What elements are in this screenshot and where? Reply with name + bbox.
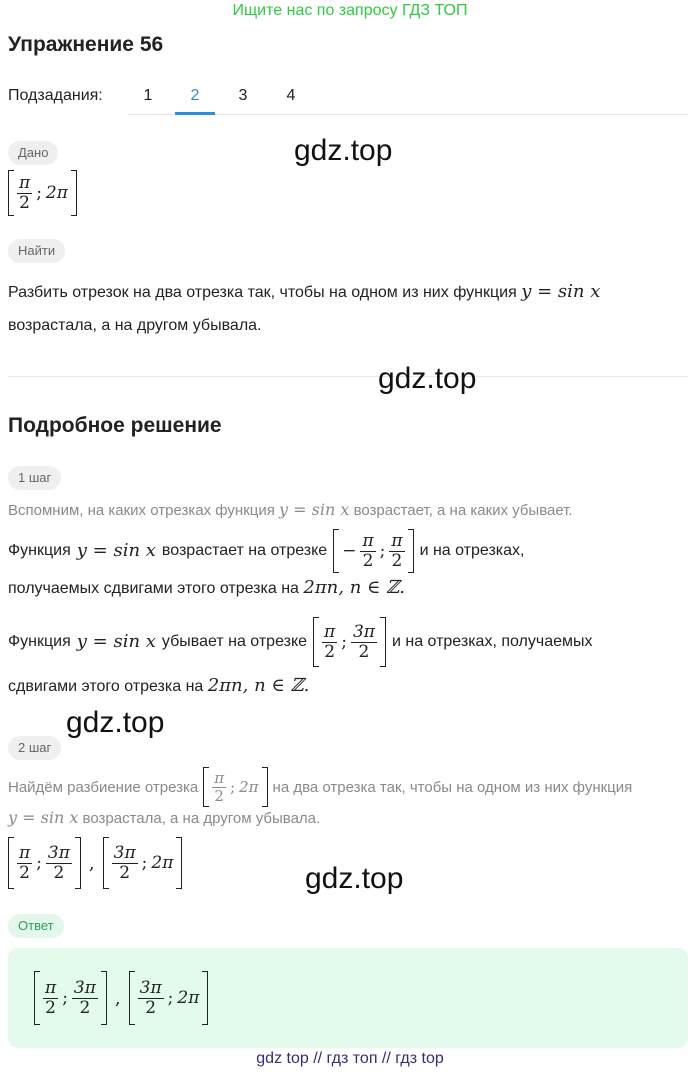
frac-num: 3π <box>352 621 375 642</box>
shift-formula: 2πn, n ∈ ℤ. <box>207 675 310 696</box>
frac-num: 3π <box>113 842 136 863</box>
frac-num: π <box>19 842 31 863</box>
separator: ; <box>36 853 42 873</box>
frac-den: 2 <box>45 997 56 1018</box>
frac-den: 2 <box>79 997 91 1018</box>
increase-text: Функция <box>8 542 71 559</box>
comma: , <box>114 987 121 1009</box>
find-badge: Найти <box>8 239 65 263</box>
given-interval <box>8 170 77 216</box>
increase-text-end: и на отрезках, <box>419 542 525 559</box>
shift-text: сдвигами этого отрезка на <box>8 678 204 695</box>
step2-text: Найдём разбиение отрезка <box>8 778 199 796</box>
find-text: Разбить отрезок на два отрезка так, чтобы на одном из них функция <box>8 284 517 301</box>
frac-den: 2 <box>391 550 403 571</box>
minus-sign: − <box>342 540 357 561</box>
function-formula: y = sin x <box>76 631 156 652</box>
interval-end: 2π <box>45 183 68 203</box>
find-text-line2: возрастала, а на другом убывала. <box>8 317 262 334</box>
step1-badge: 1 шаг <box>8 466 61 490</box>
frac-num: 3π <box>73 977 96 998</box>
decrease-text-mid: убывает на отрезке <box>161 633 308 650</box>
subtasks-label: Подзадания: <box>8 87 103 104</box>
step2-text-end: возрастала, а на другом убывала. <box>82 810 321 827</box>
search-banner: Ищите нас по запросу ГДЗ ТОП <box>232 2 468 19</box>
step2-result <box>8 836 182 890</box>
interval-end: 2π <box>239 777 259 796</box>
frac-num: π <box>324 621 336 642</box>
increase-interval <box>333 529 413 573</box>
shift-formula: 2πn, n ∈ ℤ. <box>303 577 405 598</box>
frac-den: 2 <box>362 550 374 571</box>
decrease-line1 <box>8 616 593 668</box>
comma: , <box>88 852 95 874</box>
frac-den: 2 <box>145 997 157 1018</box>
tab-subtask-4[interactable]: 4 <box>286 87 296 104</box>
separator: ; <box>167 988 174 1008</box>
decrease-line2 <box>8 677 309 695</box>
shift-text: получаемых сдвигами этого отрезка на <box>8 580 299 597</box>
function-formula: y = sin x <box>8 808 79 827</box>
watermark: gdz.top <box>66 706 165 739</box>
increase-text-mid: возрастает на отрезке <box>161 542 328 559</box>
separator: ; <box>62 988 68 1008</box>
frac-num: π <box>19 172 31 193</box>
answer-interval-2 <box>129 971 209 1025</box>
step2-line2 <box>8 810 320 826</box>
answer-interval-1 <box>34 971 107 1025</box>
step1-intro-text: Вспомним, на каких отрезках функция <box>8 502 275 519</box>
frac-den: 2 <box>19 862 30 883</box>
separator: ; <box>341 631 347 652</box>
decrease-text-end: и на отрезках, получаемых <box>391 633 593 650</box>
interval-end: 2π <box>151 853 174 873</box>
watermark: gdz.top <box>305 862 404 895</box>
step1-intro <box>8 502 573 518</box>
frac-num: π <box>45 977 57 998</box>
step2-line1 <box>8 766 632 808</box>
frac-num: π <box>362 530 374 551</box>
frac-den: 2 <box>53 862 65 883</box>
watermark: gdz.top <box>294 134 393 167</box>
frac-den: 2 <box>324 641 336 662</box>
tab-subtask-2[interactable]: 2 <box>190 87 200 104</box>
find-text-line1 <box>8 283 600 301</box>
frac-den: 2 <box>19 192 30 213</box>
step1-intro-text-end: возрастает, а на каких убывает. <box>353 502 573 519</box>
decrease-interval <box>313 617 386 667</box>
result-interval-2 <box>103 837 183 889</box>
result-interval-1 <box>8 837 81 889</box>
interval-end: 2π <box>177 988 200 1008</box>
solution-heading: Подробное решение <box>8 414 222 437</box>
step2-text-mid: на два отрезка так, чтобы на одном из них функция <box>272 778 633 796</box>
watermark: gdz.top <box>378 362 477 395</box>
answer-badge: Ответ <box>8 914 64 938</box>
section-divider <box>8 376 688 377</box>
frac-num: 3π <box>139 977 162 998</box>
separator: ; <box>36 183 42 203</box>
frac-den: 2 <box>119 862 131 883</box>
increase-line1 <box>8 528 524 574</box>
separator: ; <box>230 777 236 796</box>
frac-den: 2 <box>214 786 224 805</box>
decrease-text: Функция <box>8 633 71 650</box>
footer-watermark: gdz top // гдз топ // гдз top <box>256 1050 444 1067</box>
function-formula: y = sin x <box>521 281 601 302</box>
separator: ; <box>379 540 386 561</box>
tab-subtask-3[interactable]: 3 <box>238 87 248 104</box>
step2-interval <box>203 767 267 807</box>
page-title: Упражнение 56 <box>8 33 164 56</box>
frac-num: π <box>214 769 225 787</box>
frac-num: π <box>391 530 403 551</box>
frac-den: 2 <box>358 641 370 662</box>
frac-num: 3π <box>47 842 70 863</box>
function-formula: y = sin x <box>279 500 350 519</box>
step2-badge: 2 шаг <box>8 736 61 760</box>
active-tab-indicator <box>175 112 215 115</box>
tab-subtask-1[interactable]: 1 <box>143 87 153 104</box>
function-formula: y = sin x <box>76 540 156 561</box>
increase-line2 <box>8 579 405 597</box>
answer-result <box>34 970 208 1026</box>
separator: ; <box>141 853 148 873</box>
given-badge: Дано <box>8 141 58 165</box>
